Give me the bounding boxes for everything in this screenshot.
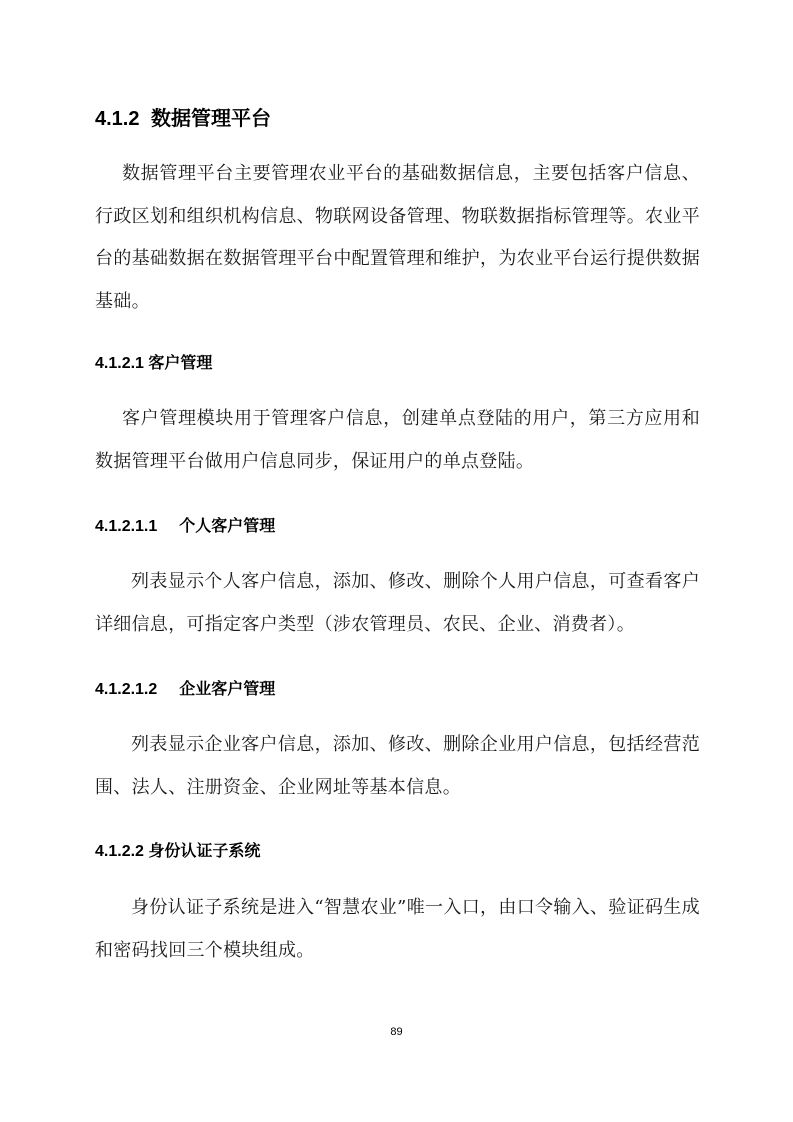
paragraph-personal-customer: 列表显示个人客户信息，添加、修改、删除个人用户信息，可查看客户详细信息，可指定客户类型（涉农管理员、农民、企业、消费者）。 (95, 571, 700, 635)
heading-number: 4.1.2 (95, 108, 140, 130)
page-number: 89 (390, 1026, 403, 1038)
heading-title: 身份认证子系统 (148, 843, 261, 860)
heading-4-1-2-2 (95, 838, 260, 861)
heading-number: 4.1.2.1.1 (95, 518, 158, 535)
paragraph-data-platform: 数据管理平台主要管理农业平台的基础数据信息，主要包括客户信息、行政区划和组织机构信息、物联网设备管理、物联数据指标管理等。农业平台的基础数据在数据管理平台中配置管理和维护，为农业平台运行提供数据基础。 (95, 163, 700, 312)
heading-4-1-2-1-1 (95, 513, 275, 536)
heading-number: 4.1.2.2 (95, 843, 144, 860)
heading-4-1-2-1-2 (95, 676, 275, 699)
heading-4-1-2-1 (95, 350, 212, 373)
heading-4-1-2 (95, 102, 271, 131)
heading-title: 个人客户管理 (179, 518, 276, 535)
heading-number: 4.1.2.1 (95, 355, 144, 372)
paragraph-customer-management: 客户管理模块用于管理客户信息，创建单点登陆的用户，第三方应用和数据管理平台做用户信息同步，保证用户的单点登陆。 (95, 408, 700, 472)
heading-title: 企业客户管理 (179, 681, 276, 698)
heading-number: 4.1.2.1.2 (95, 681, 158, 698)
heading-title: 数据管理平台 (151, 108, 272, 130)
heading-title: 客户管理 (148, 355, 213, 372)
paragraph-enterprise-customer: 列表显示企业客户信息，添加、修改、删除企业用户信息，包括经营范围、法人、注册资金、企业网址等基本信息。 (95, 734, 700, 798)
paragraph-identity-auth: 身份认证子系统是进入“智慧农业”唯一入口，由口令输入、验证码生成和密码找回三个模块组成。 (95, 897, 700, 961)
